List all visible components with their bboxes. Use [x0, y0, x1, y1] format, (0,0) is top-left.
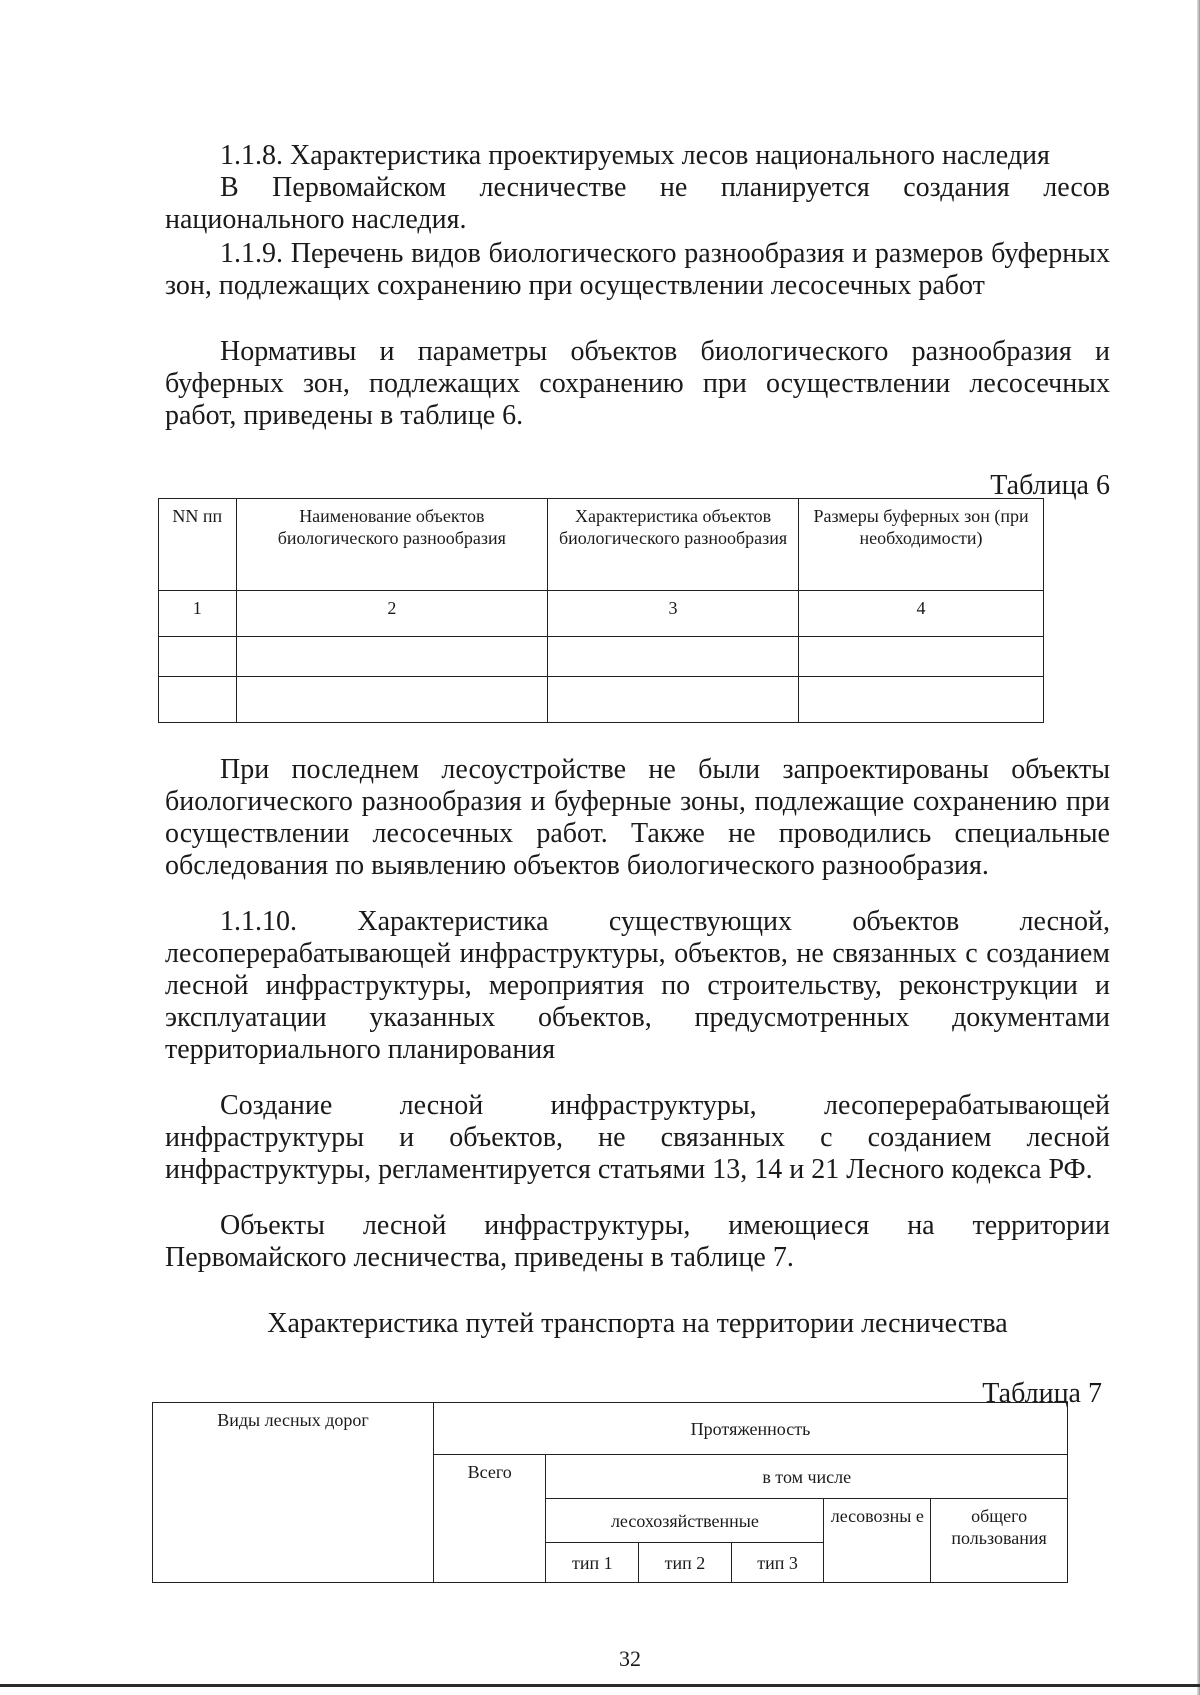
table7-header-type3: тип 3	[731, 1543, 824, 1583]
table6-header-name: Наименование объектов биологического разнообразия	[236, 499, 547, 591]
table-7	[152, 1402, 1068, 1583]
table7-row-1	[153, 1403, 1068, 1455]
table-6	[158, 498, 1044, 723]
table6-header-buffer: Размеры буферных зон (при необходимости)	[799, 499, 1044, 591]
section-1-1-9-text: Нормативы и параметры объектов биологического разнообразия и буферных зон, подлежащих сохранению при осуществлении лесосечных работ, приведены в таблице 6.	[165, 336, 1110, 431]
section-1-1-10-text2: Объекты лесной инфраструктуры, имеющиеся на территории Первомайского лесничества, приведены в таблице 7.	[165, 1210, 1110, 1273]
table6-header-row	[159, 499, 1044, 591]
table6-header-nn: NN пп	[159, 499, 237, 591]
table7-title: Характеристика путей транспорта на территории лесничества	[267, 1308, 1008, 1339]
section-1-1-9-heading: 1.1.9. Перечень видов биологического разнообразия и размеров буферных зон, подлежащих сохранению при осуществлении лесосечных работ	[165, 238, 1110, 301]
table6-header-characteristic: Характеристика объектов биологического разнообразия	[548, 499, 799, 591]
table6-num-4: 4	[799, 591, 1044, 637]
section-1-1-8-heading: 1.1.8. Характеристика проектируемых лесов национального наследия	[220, 140, 1050, 171]
table7-label: Таблица 7	[982, 1378, 1102, 1409]
table7-header-type1: тип 1	[546, 1543, 639, 1583]
table7-header-total: Всего	[434, 1455, 546, 1583]
table7-header-type2: тип 2	[639, 1543, 732, 1583]
page-number: 32	[619, 1646, 641, 1671]
table6-num-2: 2	[236, 591, 547, 637]
table7-header-including: в том числе	[546, 1455, 1068, 1499]
after-table6-text: При последнем лесоустройстве не были запроектированы объекты биологического разнообразия и буферные зоны, подлежащие сохранению при осуществлении лесосечных работ. Также не проводились специальные обследования по выявлению объектов биологического разнообразия.	[165, 754, 1110, 881]
table7-header-logging: лесовозны е	[824, 1499, 931, 1583]
section-1-1-10-text1: Создание лесной инфраструктуры, лесоперерабатывающей инфраструктуры и объектов, не связанных с созданием лесной инфраструктуры, регламентируется статьями 13, 14 и 21 Лесного кодекса РФ.	[165, 1090, 1110, 1185]
table7-header-roads: Виды лесных дорог	[153, 1403, 434, 1583]
table6-num-1: 1	[159, 591, 237, 637]
table6-label: Таблица 6	[990, 470, 1110, 501]
section-1-1-8-text: В Первомайском лесничестве не планируется создания лесов национального наследия.	[165, 172, 1110, 235]
table6-empty-row	[159, 677, 1044, 723]
table6-num-3: 3	[548, 591, 799, 637]
table7-header-public: общего пользования	[931, 1499, 1068, 1583]
table6-number-row	[159, 591, 1044, 637]
table7-header-forestry: лесохозяйственные	[546, 1499, 824, 1543]
scan-edge-bottom	[0, 1684, 1200, 1687]
table7-header-length: Протяженность	[434, 1403, 1068, 1455]
table6-empty-row	[159, 637, 1044, 677]
section-1-1-10-heading: 1.1.10. Характеристика существующих объектов лесной, лесоперерабатывающей инфраструктуры, объектов, не связанных с созданием лесной инфраструктуры, мероприятия по строительству, реконструкции и эксплуатации указанных объектов, предусмотренных документами территориального планирования	[165, 906, 1110, 1065]
